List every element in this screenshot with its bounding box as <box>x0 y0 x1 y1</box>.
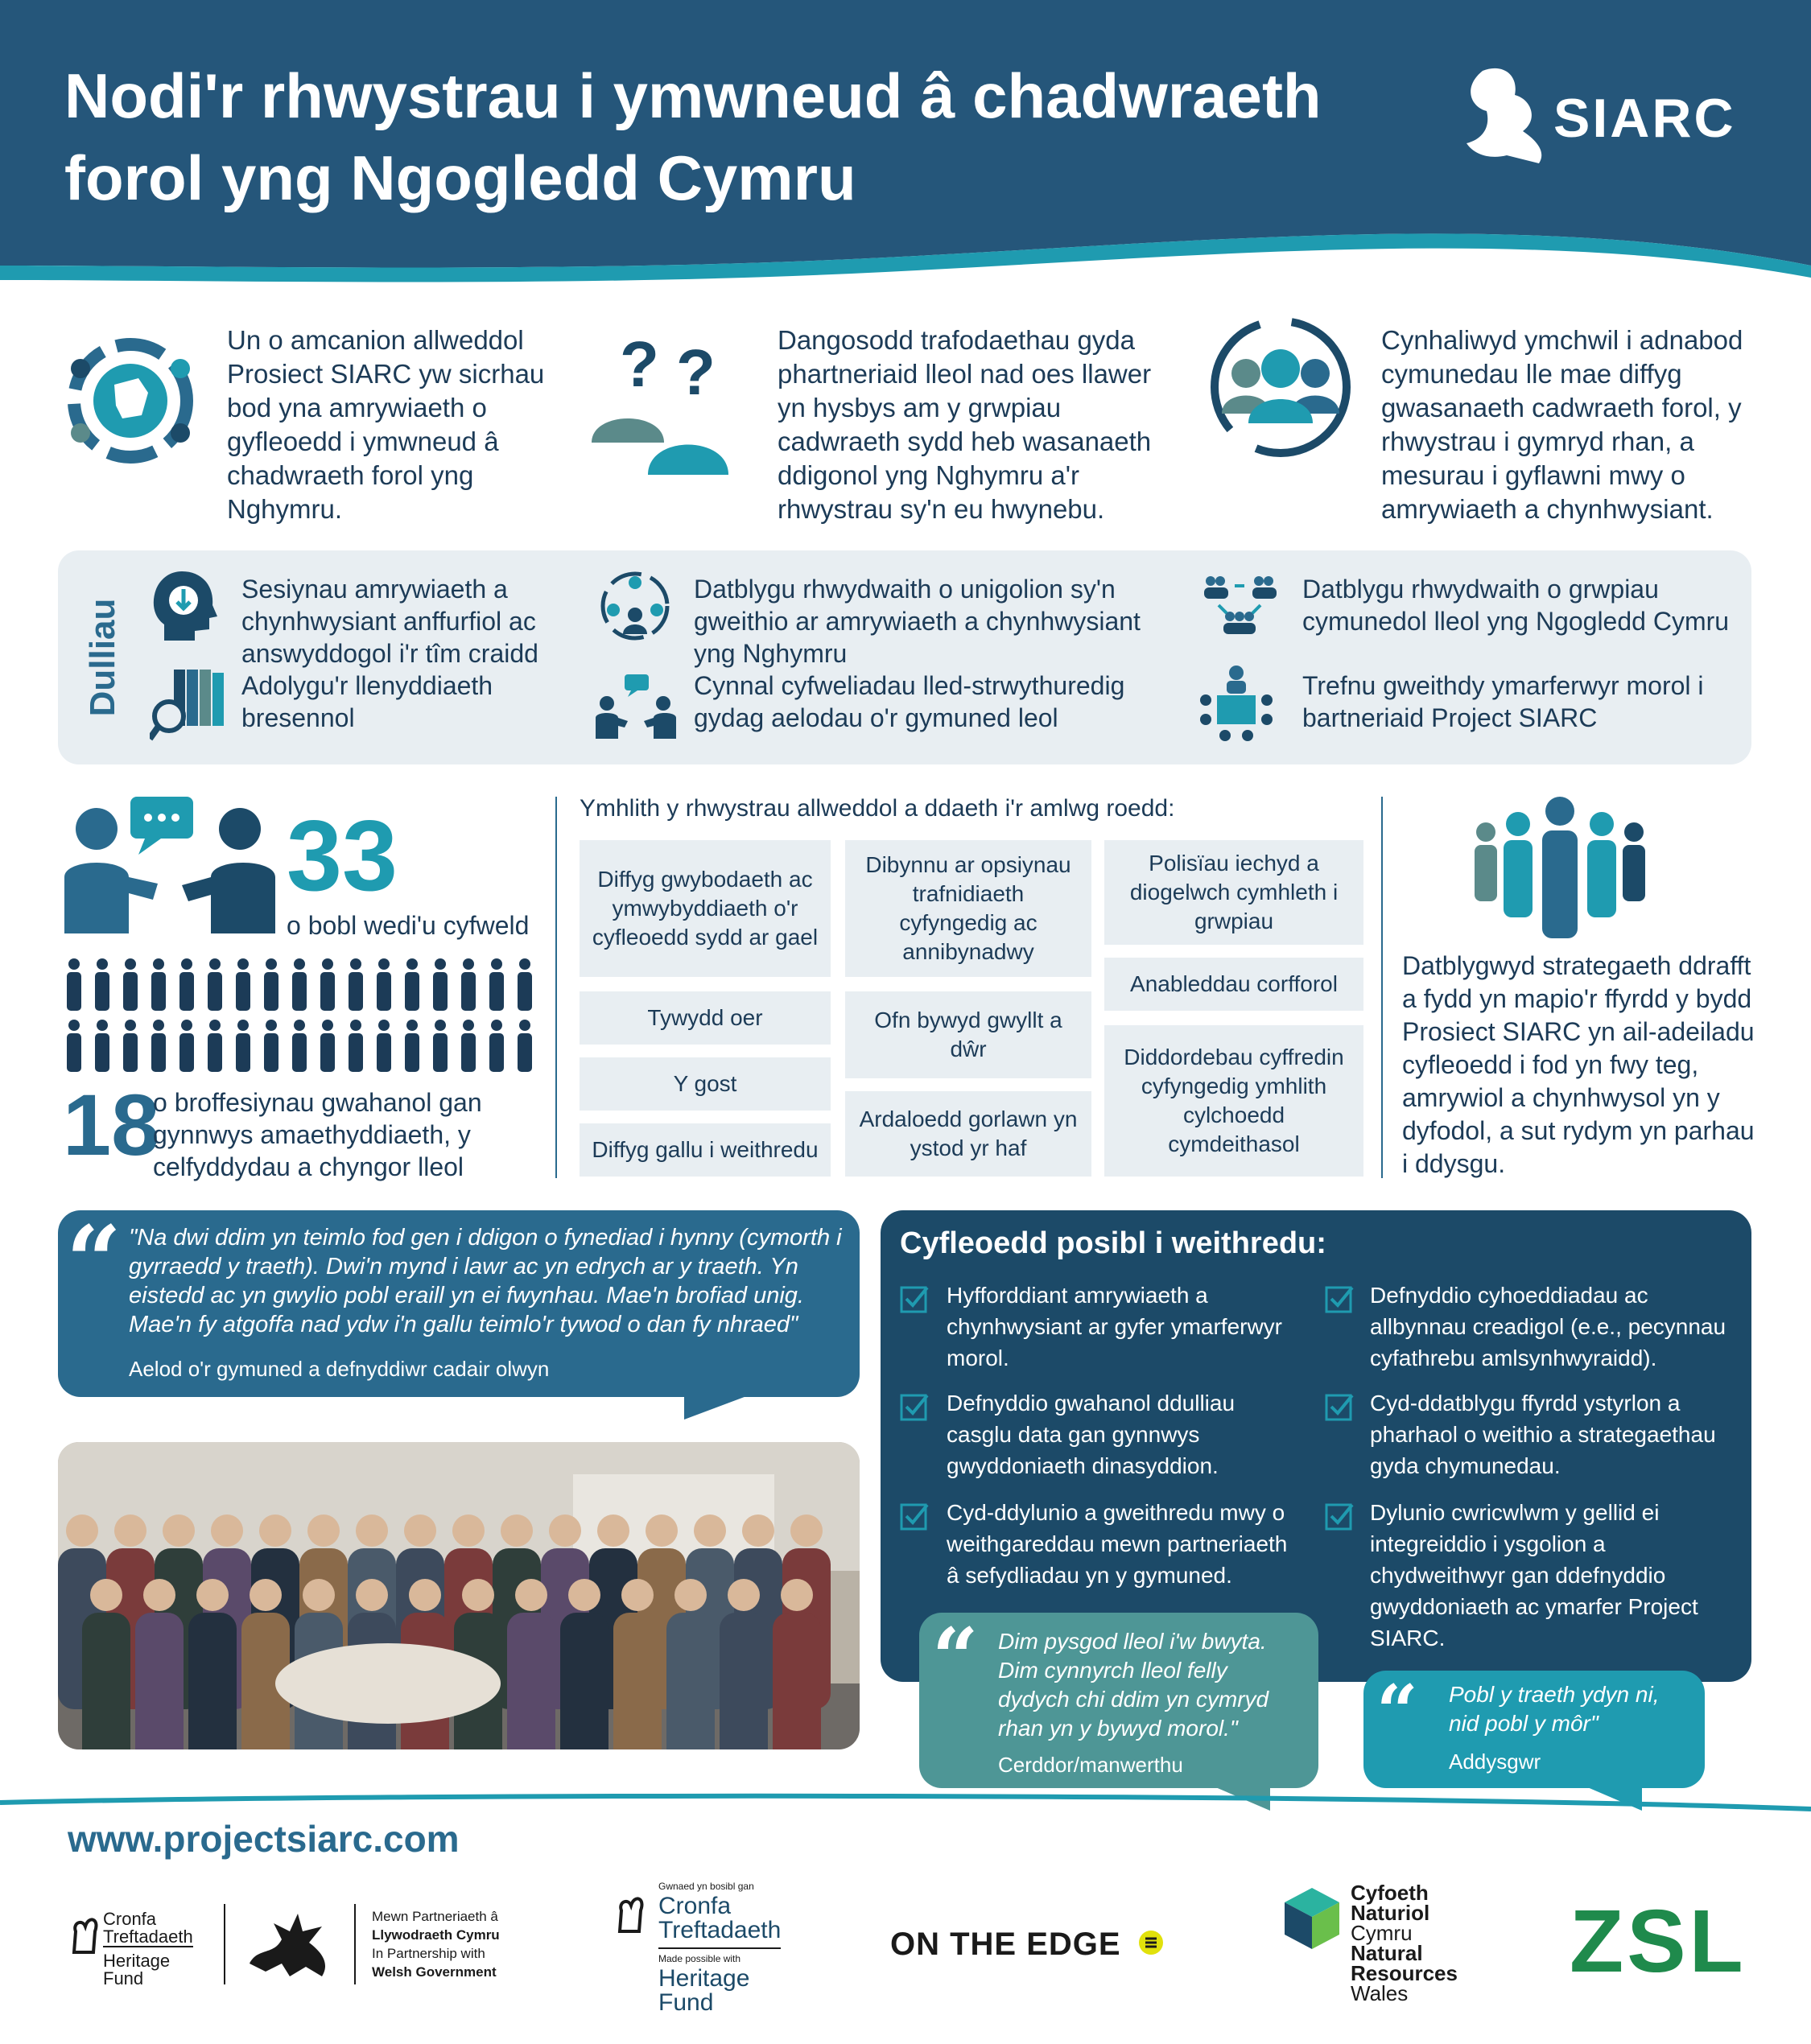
opportunity-item: Dylunio cwricwlwm y gellid ei integreiddio i ysgolion a chydweithwyr gan ddefnyddio gwyddoniaeth ac ymarfer Project SIARC. <box>1370 1500 1698 1650</box>
person-icon <box>208 1020 222 1072</box>
checkbox-icon <box>900 1284 930 1315</box>
siarc-logo-text: SIARC <box>1553 88 1736 149</box>
photo-person <box>452 1514 485 1547</box>
photo-person <box>188 1613 237 1749</box>
person-icon <box>179 1020 194 1072</box>
divider-left <box>555 797 557 1178</box>
interview-chat-icon <box>596 674 676 739</box>
shark-figure-icon <box>1458 63 1555 167</box>
method-text-5: Cynnal cyfweliadau lled-strwythuredig gydag aelodau o'r gymuned leol <box>694 671 1125 732</box>
person-icon <box>67 1020 81 1072</box>
person-icon <box>489 958 504 1011</box>
barrier-box: Anableddau corfforol <box>1104 958 1363 1011</box>
person-icon <box>123 958 138 1011</box>
opportunity-item: Hyfforddiant amrywiaeth a chynhwysiant ar gyfer ymarferwyr morol. <box>947 1283 1283 1370</box>
people-group-icon <box>1468 797 1653 942</box>
person-icon <box>349 1020 363 1072</box>
method-text-2: Datblygu rhwydwaith o unigolion sy'n gweithio ar amrywiaeth a chynhwysiant yng Nghymru <box>694 575 1141 668</box>
photo-person <box>114 1514 146 1547</box>
interviewed-number: 33 <box>287 801 398 912</box>
person-icon <box>95 1020 109 1072</box>
people-network-icon <box>599 570 671 642</box>
checkbox-icon <box>900 1392 930 1423</box>
quote-mark-icon: “ <box>932 1610 979 1705</box>
person-icon <box>320 1020 335 1072</box>
logo-divider <box>354 1904 356 1984</box>
barrier-box: Polisïau iechyd a diogelwch cymhleth i grwpiau <box>1104 840 1363 945</box>
barrier-box: Diffyg gallu i weithredu <box>580 1123 831 1177</box>
zsl-logo: ZSL <box>1570 1892 1747 1991</box>
photo-person <box>560 1613 608 1749</box>
opportunity-item: Cyd-ddatblygu ffyrdd ystyrlon a pharhaol o weithio a strategaethau gyda chymunedau. <box>1370 1391 1716 1478</box>
svg-text:?: ? <box>620 328 659 400</box>
barriers-heading: Ymhlith y rhwystrau allweddol a ddaeth i'r amlwg roedd: <box>580 795 1175 822</box>
photo-person <box>549 1514 581 1547</box>
photo-person <box>143 1579 175 1611</box>
quote-main-source: Aelod o'r gymuned a defnyddiwr cadair olwyn <box>129 1357 550 1381</box>
photo-person <box>728 1579 760 1611</box>
on-the-edge-logo: ON THE EDGE <box>890 1927 1121 1962</box>
photo-person <box>211 1514 243 1547</box>
interview-people-icon <box>61 797 278 933</box>
photo-person <box>720 1613 768 1749</box>
photo-person <box>356 1514 388 1547</box>
photo-person <box>501 1514 533 1547</box>
opportunity-item: Defnyddio gwahanol ddulliau casglu data gan gynnwys gwyddoniaeth dinasyddion. <box>947 1391 1236 1478</box>
person-icon <box>433 1020 448 1072</box>
photo-person <box>613 1613 662 1749</box>
photo-person <box>250 1579 282 1611</box>
photo-person <box>356 1579 388 1611</box>
group-network-icon <box>1194 570 1283 642</box>
opportunities-title: Cyfleoedd posibl i weithredu: <box>900 1226 1326 1260</box>
lottery-hand-icon <box>610 1886 650 1935</box>
footer-wave <box>0 1786 1811 1819</box>
professions-label: o broffesiynau gwahanol gan gynnwys amaethyddiaeth, y celfyddydau a chyngor lleol <box>153 1088 482 1181</box>
checkbox-icon <box>1325 1392 1355 1423</box>
opportunity-item: Cyd-ddylunio a gweithredu mwy o weithgareddau mewn partneriaeth â sefydliadau yn y gymuned. <box>947 1500 1288 1588</box>
photo-person <box>259 1514 291 1547</box>
person-icon <box>151 958 166 1011</box>
person-icon <box>461 1020 476 1072</box>
person-icon <box>518 1020 532 1072</box>
person-icon <box>95 958 109 1011</box>
person-icon <box>179 958 194 1011</box>
welsh-dragon-icon <box>241 1907 338 1981</box>
photo-person <box>790 1514 823 1547</box>
methods-label: Dulliau <box>83 598 122 717</box>
logo-divider <box>224 1904 225 1984</box>
photo-person <box>409 1579 441 1611</box>
people-count-icons <box>64 958 547 1078</box>
photo-person <box>82 1613 130 1749</box>
photo-person <box>515 1579 547 1611</box>
checkbox-icon <box>1325 1284 1355 1315</box>
heritage-fund-logo: Cronfa Treftadaeth Heritage Fund <box>103 1909 193 1988</box>
quote-bubble-tail <box>684 1395 749 1420</box>
person-icon <box>377 1020 391 1072</box>
photo-person <box>597 1514 629 1547</box>
person-icon <box>292 958 307 1011</box>
person-icon <box>405 958 419 1011</box>
person-icon <box>67 958 81 1011</box>
person-icon <box>236 958 250 1011</box>
quote-beach-text: Pobl y traeth ydyn ni, nid pobl y môr" <box>1449 1682 1660 1736</box>
quote-beach-source: Addysgwr <box>1449 1749 1541 1774</box>
barrier-box: Y gost <box>580 1057 831 1111</box>
person-icon <box>236 1020 250 1072</box>
barrier-box: Tywydd oer <box>580 991 831 1045</box>
heritage-fund-logo-2: Gwnaed yn bosibl gan Cronfa Treftadaeth Made possible with Heritage Fund <box>658 1881 782 2016</box>
head-learning-icon <box>150 570 219 642</box>
interviewed-label: o bobl wedi'u cyfweld <box>287 911 530 940</box>
person-icon <box>405 1020 419 1072</box>
photo-person <box>781 1579 813 1611</box>
photo-person <box>773 1613 821 1749</box>
workshop-table-icon <box>1196 663 1277 744</box>
person-icon <box>461 958 476 1011</box>
barrier-box: Diffyg gwybodaeth ac ymwybyddiaeth o'r cyfleoedd sydd ar gael <box>580 840 831 977</box>
person-icon <box>320 958 335 1011</box>
group-photo <box>58 1442 860 1749</box>
person-icon <box>349 958 363 1011</box>
person-icon <box>377 958 391 1011</box>
quote-mark-icon: “ <box>66 1205 122 1318</box>
method-text-3: Datblygu rhwydwaith o grwpiau cymunedol lleol yng Ngogledd Cymru <box>1302 575 1730 636</box>
person-icon <box>208 958 222 1011</box>
strategy-text: Datblygwyd strategaeth ddrafft a fydd yn mapio'r ffyrdd y bydd Prosiect SIARC yn ail-adeiladu cyfleoedd i fod yn fwy teg, amrywiol a chynhwysol yn y dyfodol, a sut rydym yn parhau i ddysgu. <box>1402 951 1755 1178</box>
person-icon <box>151 1020 166 1072</box>
quote-main-text: "Na dwi ddim yn teimlo fod gen i ddigon o fynediad i hynny (cymorth i gyrraedd y traeth). Dwi'n mynd i lawr ac yn edrych ar y traeth. Yn eistedd ac yn gwylio pobl eraill yn ei fwynhau. Mae'n brofiad unig. Mae'n fy atgoffa nad ydw i'n gallu teimlo'r tywod o dan fy nhraed" <box>129 1225 842 1337</box>
method-text-1: Sesiynau amrywiaeth a chynhwysiant anffurfiol ac answyddogol i'r tîm craidd <box>241 575 538 668</box>
checkbox-icon <box>900 1502 930 1532</box>
natural-resources-logo: Cyfoeth Naturiol Cymru Natural Resources Wales <box>1351 1881 1458 2005</box>
person-icon <box>518 958 532 1011</box>
photo-person <box>674 1579 707 1611</box>
svg-text:?: ? <box>676 336 716 408</box>
photo-person <box>135 1613 184 1749</box>
community-cycle-icon <box>1204 311 1357 464</box>
method-text-6: Trefnu gweithdy ymarferwyr morol i bartneriaid Project SIARC <box>1302 671 1704 732</box>
person-icon <box>489 1020 504 1072</box>
photo-person <box>90 1579 122 1611</box>
person-icon <box>123 1020 138 1072</box>
photo-person <box>303 1579 335 1611</box>
photo-person <box>666 1613 715 1749</box>
checkbox-icon <box>1325 1502 1355 1532</box>
photo-person <box>196 1579 229 1611</box>
person-icon <box>433 958 448 1011</box>
photo-person <box>66 1514 98 1547</box>
title-line-1: Nodi'r rhwystrau i ymwneud â chadwraeth <box>64 60 1322 131</box>
photo-person <box>694 1514 726 1547</box>
photo-person <box>163 1514 195 1547</box>
method-text-4: Adolygu'r llenyddiaeth bresennol <box>241 671 493 732</box>
quote-fish-source: Cerddor/manwerthu <box>998 1753 1183 1777</box>
lottery-hand-icon <box>64 1907 105 1955</box>
photo-person <box>404 1514 436 1547</box>
barrier-box: Ardaloedd gorlawn yn ystod yr haf <box>845 1091 1091 1177</box>
photo-person <box>507 1613 555 1749</box>
professions-number: 18 <box>63 1076 160 1173</box>
photo-person <box>742 1514 774 1547</box>
divider-right <box>1381 797 1383 1178</box>
barrier-box: Diddordebau cyffredin cyfyngedig ymhlith cylchoedd cymdeithasol <box>1104 1025 1363 1177</box>
network-wales-icon <box>58 328 203 473</box>
welsh-government-logo: Mewn Partneriaeth â Llywodraeth Cymru In Partnership with Welsh Government <box>372 1909 500 1980</box>
photo-person <box>621 1579 654 1611</box>
person-icon <box>292 1020 307 1072</box>
intro-text-3: Cynhaliwyd ymchwil i adnabod cymunedau lle mae diffyg gwasanaeth cadwraeth forol, y rhwystrau i gymryd rhan, a mesurau i gyflawni mwy o amrywiaeth a chynhwysiant. <box>1381 325 1743 524</box>
website-link[interactable]: www.projectsiarc.com <box>68 1818 460 1860</box>
intro-text-2: Dangosodd trafodaethau gyda phartneriaid lleol nad oes llawer yn hysbys am y grwpiau cadwraeth sydd heb wasanaeth ddigonol yng Nghymru a'r rhwystrau sy'n eu hwynebu. <box>778 325 1152 524</box>
quote-mark-icon: “ <box>1376 1669 1418 1754</box>
photo-person <box>307 1514 340 1547</box>
edge-badge-icon <box>1138 1930 1164 1955</box>
person-icon <box>264 1020 278 1072</box>
question-people-icon <box>588 322 740 475</box>
quote-fish-text: Dim pysgod lleol i'w bwyta. Dim cynnyrch lleol felly dydych chi ddim yn cymryd rhan yn y bywyd morol." <box>998 1629 1269 1741</box>
barrier-box: Ofn bywyd gwyllt a dŵr <box>845 991 1091 1078</box>
intro-text-1: Un o amcanion allweddol Prosiect SIARC yw sicrhau bod yna amrywiaeth o gyfleoedd i ymwneud â chadwraeth forol yng Nghymru. <box>227 325 545 524</box>
photo-person <box>646 1514 678 1547</box>
barrier-box: Dibynnu ar opsiynau trafnidiaeth cyfyngedig ac annibynadwy <box>845 840 1091 977</box>
books-search-icon <box>150 665 230 745</box>
natural-resources-cube-icon <box>1283 1886 1341 1951</box>
page-title <box>64 55 1433 219</box>
opportunity-item: Defnyddio cyhoeddiadau ac allbynnau creadigol (e.e., pecynnau cyfathrebu amlsynhwyraidd). <box>1370 1283 1726 1370</box>
title-line-2: forol yng Ngogledd Cymru <box>64 142 856 213</box>
person-icon <box>264 958 278 1011</box>
photo-person <box>462 1579 494 1611</box>
photo-person <box>568 1579 600 1611</box>
